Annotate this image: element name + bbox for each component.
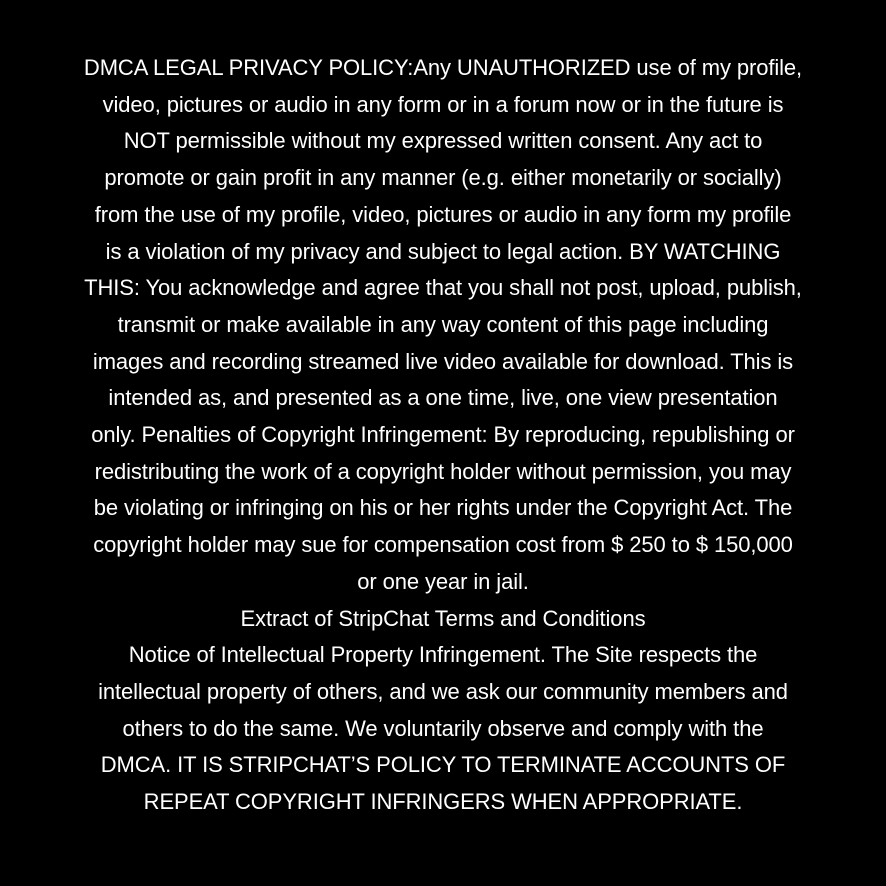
policy-line: redistributing the work of a copyright holder without permission, you may bbox=[94, 458, 792, 484]
policy-line: only. Penalties of Copyright Infringement: By reproducing, republishing or bbox=[91, 422, 795, 448]
policy-line: is a violation of my privacy and subject to legal action. BY WATCHING bbox=[105, 238, 781, 264]
policy-line: images and recording streamed live video available for download. This is bbox=[92, 348, 794, 374]
policy-line: from the use of my profile, video, pictures or audio in any form my profile bbox=[94, 201, 792, 227]
notice-line: Notice of Intellectual Property Infringement. The Site respects the bbox=[128, 642, 758, 668]
policy-line: DMCA LEGAL PRIVACY POLICY:Any UNAUTHORIZED use of my profile, bbox=[83, 55, 803, 80]
policy-line: THIS: You acknowledge and agree that you shall not post, upload, publish, bbox=[84, 275, 802, 301]
notice-line: others to do the same. We voluntarily observe and comply with the bbox=[122, 715, 764, 741]
policy-text-block bbox=[0, 50, 886, 821]
notice-line: REPEAT COPYRIGHT INFRINGERS WHEN APPROPRIATE. bbox=[143, 789, 743, 815]
policy-line: be violating or infringing on his or her rights under the Copyright Act. The bbox=[93, 495, 793, 521]
notice-line: DMCA. IT IS STRIPCHAT’S POLICY TO TERMINATE ACCOUNTS OF bbox=[100, 752, 786, 778]
notice-line: intellectual property of others, and we ask our community members and bbox=[98, 678, 788, 704]
section-heading: Extract of StripChat Terms and Conditions bbox=[240, 605, 646, 631]
policy-line: or one year in jail. bbox=[357, 568, 529, 594]
policy-line: copyright holder may sue for compensation cost from $ 250 to $ 150,000 bbox=[93, 532, 793, 558]
policy-line: promote or gain profit in any manner (e.g. either monetarily or socially) bbox=[104, 165, 782, 191]
policy-line: transmit or make available in any way content of this page including bbox=[117, 311, 769, 337]
policy-line: NOT permissible without my expressed written consent. Any act to bbox=[123, 128, 763, 154]
policy-line: video, pictures or audio in any form or in a forum now or in the future is bbox=[102, 91, 784, 117]
policy-line: intended as, and presented as a one time, live, one view presentation bbox=[108, 385, 778, 411]
